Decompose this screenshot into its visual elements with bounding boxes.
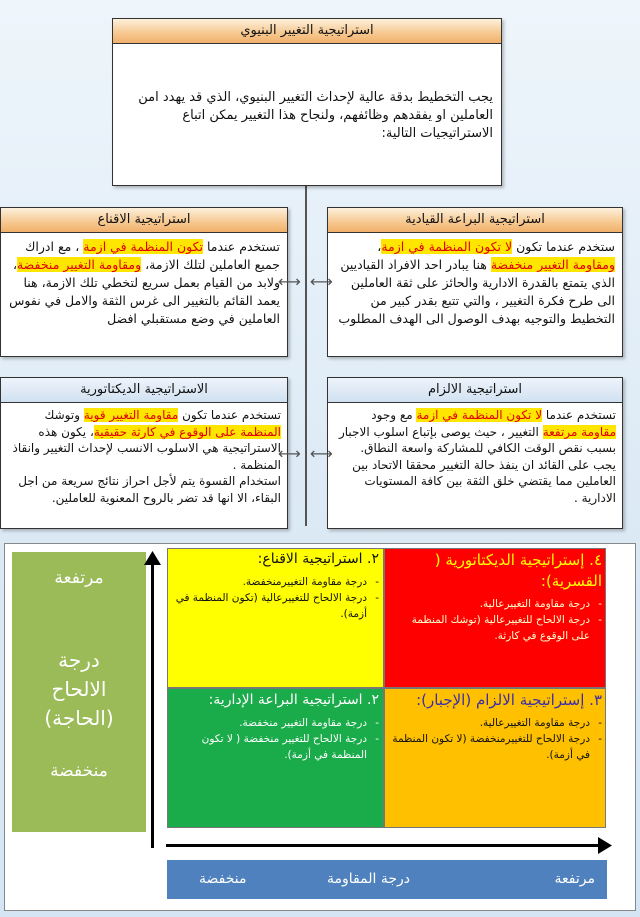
list-item: - درجة مقاومة التغيير منخفضة. bbox=[175, 715, 379, 731]
persuasion-quadrant-title: ٢. استراتيجية الاقناع: bbox=[257, 551, 379, 567]
urgency-axis-label bbox=[12, 552, 146, 832]
x-axis-arrowhead-icon bbox=[598, 837, 612, 854]
y-axis-line bbox=[151, 558, 154, 848]
persuasion-box bbox=[0, 207, 288, 357]
leadership-title: استراتيجية البراعة القيادية bbox=[328, 208, 622, 233]
list-item: - درجة الالحاح للتغييرمنخفضة (لا تكون المنظمة في أزمة). bbox=[392, 731, 602, 763]
coercion-text: تستخدم عندما لا تكون المنظمة في ازمة مع وجود مقاومة مرتفعة التغيير ، حيث يوصى بإتباع اسلوب الاجبار بسبب نقص الوقت الكافي للمشاركة واسعة النطاق. يجب على القائد ان ينفذ حالة التغيير محققا الاتحاد بين العاملين مما يقتضي خلق الثقة بين كافة المستويات الادارية . bbox=[338, 408, 616, 505]
highlight: ومقاومة التغيير منخفضة bbox=[490, 257, 615, 272]
highlight: المنظمة على الوقوع في كارثة حقيقية bbox=[93, 424, 281, 439]
structural-change-title: استراتيجية التغيير البنيوي bbox=[113, 19, 501, 44]
structural-change-box bbox=[112, 18, 502, 186]
double-arrow-icon: ⟷ bbox=[310, 272, 333, 291]
leadership-quadrant-title: ٢. استراتيجية البراعة الإدارية: bbox=[208, 692, 379, 708]
double-arrow-icon: ⟷ bbox=[278, 444, 301, 463]
persuasion-quadrant-text bbox=[175, 549, 379, 622]
dictatorship-quadrant-title: ٤. إستراتيجية الديكتاتورية ( القسرية): bbox=[434, 551, 602, 590]
coercion-quadrant-title: ٣. إستراتيجية الالزام (الإجبار): bbox=[416, 691, 602, 709]
list-item: - درجة الالحاح للتغيير منخفضة ( لا تكون المنظمة في أزمة). bbox=[175, 731, 379, 763]
highlight: لا تكون المنظمة في ازمة bbox=[381, 239, 513, 254]
persuasion-title: استراتيجية الاقناع bbox=[1, 208, 287, 233]
list-item: - درجة مقاومة التغييرعالية. bbox=[392, 596, 602, 612]
resistance-axis-label bbox=[167, 860, 607, 899]
highlight: مقاومة التغيير قوية bbox=[83, 408, 179, 422]
double-arrow-icon: ⟷ bbox=[310, 444, 333, 463]
highlight: مقاومة مرتفعة bbox=[542, 424, 616, 439]
list-item: - درجة الالحاح للتغييرعالية (تكون المنظمة في أزمة). bbox=[175, 590, 379, 622]
x-axis-line bbox=[166, 844, 604, 847]
dictatorship-quadrant-text bbox=[392, 550, 602, 644]
structural-change-text: يجب التخطيط بدقة عالية لإحداث التغيير البنيوي، الذي قد يهدد امن العاملين او يفقدهم وظائفهم، ولنجاح هذا التغيير يمكن اتباع الاستراتيجيات التالية: bbox=[138, 90, 493, 141]
coercion-title: استراتيجية الالزام bbox=[328, 378, 622, 403]
leadership-text: ستخدم عندما تكون لا تكون المنظمة في ازمة، ومقاومة التغيير منخفضة هنا يبادر احد الافراد القياديين الذي يتمتع بالقدرة الادارية والحائز على ثقة العاملين الى طرح فكرة التغيير ، والتي تتبع بقدر كبير من التخطيط والتوجيه بهدف الوصول الى الهدف المطلوب bbox=[338, 239, 615, 326]
leadership-quadrant-text bbox=[175, 690, 379, 763]
dictatorship-title: الاستراتيجية الديكتاتورية bbox=[1, 378, 287, 403]
coercion-quadrant-text bbox=[392, 690, 602, 763]
y-axis-arrowhead-icon bbox=[144, 551, 161, 565]
dictatorship-text: تستخدم عندما تكون مقاومة التغيير قوية وتوشك المنظمة على الوقوع في كارثة حقيقية، يكون هذه الاستراتيجية هي الاسلوب الانسب لإحداث التغيير وانقاذ المنظمة . استخدام القسوة يتم لأجل احراز نتائج سريعة من اجل البقاء، الا انها قد تضر بالروح المعنوية للعاملين. bbox=[12, 408, 281, 505]
resistance-high: مرتفعة bbox=[554, 871, 595, 887]
persuasion-text: تستخدم عندما تكون المنظمة في ازمة ، مع ادراك جميع العاملين لتلك الازمة، ومقاومة التغيير منخفضة، ولابد من القيام بعمل سريع لتخطي تلك الازمة، هنا يعمد القائم بالتغيير الى غرس الثقة والامل في نفوس العاملين في وضع مستقبلي افضل bbox=[9, 239, 280, 326]
resistance-low: منخفضة bbox=[199, 871, 247, 887]
resistance-title: درجة المقاومة bbox=[327, 871, 410, 887]
leadership-box bbox=[327, 207, 623, 357]
highlight: ومقاومة التغيير منخفضة bbox=[16, 257, 142, 272]
list-item: - درجة مقاومة التغييرعالية. bbox=[392, 715, 602, 731]
coercion-box bbox=[327, 377, 623, 529]
urgency-low: منخفضة bbox=[50, 761, 108, 781]
double-arrow-icon: ⟷ bbox=[278, 272, 301, 291]
urgency-title: درجة الالحاح (الحاجة) bbox=[44, 648, 114, 730]
highlight: لا تكون المنظمة في ازمة bbox=[416, 408, 543, 422]
list-item: - درجة الالحاح للتغييرعالية (توشك المنظمة على الوقوع في كارثة. bbox=[392, 612, 602, 644]
highlight: تكون المنظمة في ازمة bbox=[83, 239, 203, 254]
dictatorship-box bbox=[0, 377, 288, 529]
urgency-high: مرتفعة bbox=[54, 568, 104, 588]
connector-line bbox=[305, 186, 307, 526]
list-item: - درجة مقاومة التغييرمنخفضة. bbox=[175, 574, 379, 590]
